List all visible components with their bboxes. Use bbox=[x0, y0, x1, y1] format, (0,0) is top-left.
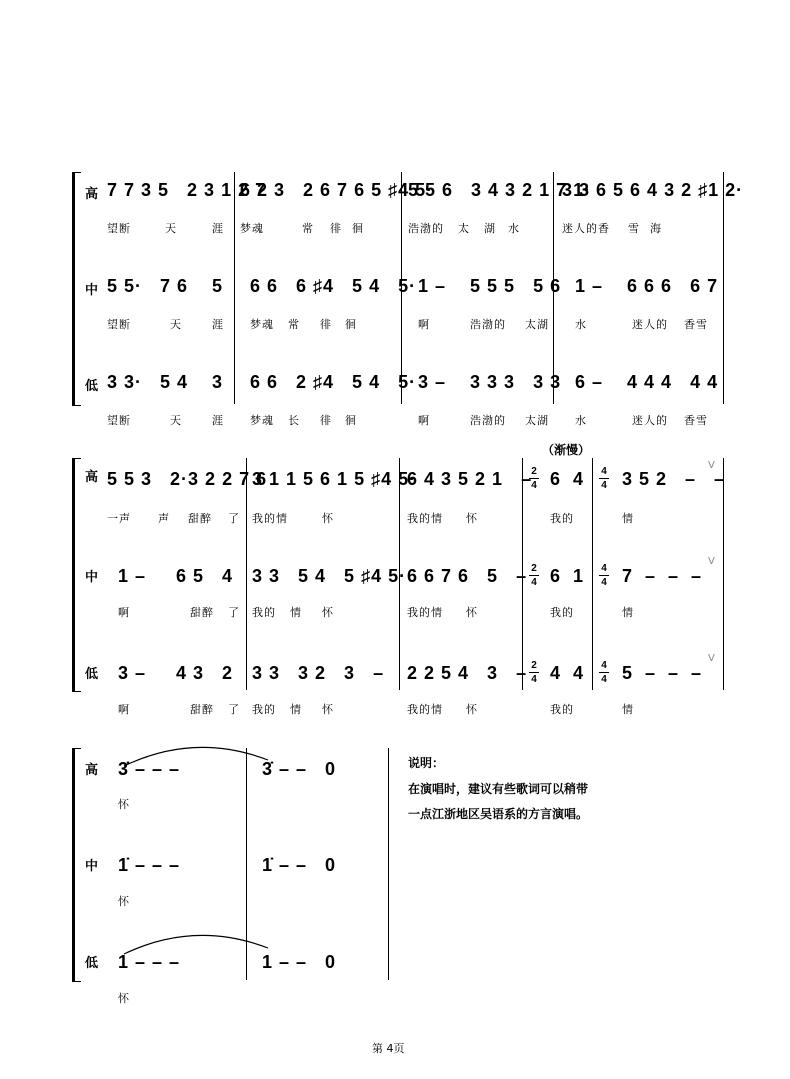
system-bracket bbox=[72, 748, 81, 982]
tempo-marking: （渐慢） bbox=[542, 443, 591, 457]
lyric: 海 bbox=[650, 222, 662, 235]
lyric: 浩渤的 bbox=[470, 318, 506, 331]
lyric: 徊 bbox=[345, 318, 357, 331]
lyric: 情 bbox=[622, 703, 634, 716]
notes-middle: 1 – 6 6 6 6 7 bbox=[575, 276, 719, 296]
lyric: 怀 bbox=[322, 606, 334, 619]
notes-middle: 6 1 bbox=[550, 566, 585, 586]
lyric: 怀 bbox=[118, 895, 130, 908]
voice-label-high: 高 bbox=[85, 763, 99, 778]
notes-middle: 3 3 5 4 5 ♯4 5· bbox=[252, 566, 407, 586]
lyric: 梦魂 bbox=[240, 222, 264, 235]
explanation-line-1: 在演唱时，建议有些歌词可以稍带 bbox=[408, 782, 589, 796]
lyric: 我的 bbox=[550, 512, 574, 525]
lyric: 我的 bbox=[252, 606, 276, 619]
notes-middle: 5 5· 7 6 5 bbox=[107, 276, 224, 296]
notes-high: 7 7 3 5 2 3 1 2 7 bbox=[107, 180, 267, 200]
lyric: 天 bbox=[170, 318, 182, 331]
lyric: 啊 bbox=[418, 318, 430, 331]
lyric: 情 bbox=[622, 606, 634, 619]
voice-label-high: 高 bbox=[85, 470, 99, 485]
barline bbox=[246, 458, 247, 690]
lyric: 望断 bbox=[107, 414, 131, 427]
lyric: 我的 bbox=[252, 703, 276, 716]
lyric: 香雪 bbox=[684, 414, 708, 427]
notes-middle: 1̇ – – – bbox=[118, 855, 181, 875]
lyric: 了 bbox=[228, 703, 240, 716]
notes-low: 6 6 2 ♯4 5 4 5· bbox=[250, 372, 417, 392]
time-signature: 2 4 bbox=[529, 660, 539, 685]
lyric: 迷人的 bbox=[632, 414, 668, 427]
notes-high: 6 4 3 5 2 1 – bbox=[407, 469, 533, 489]
lyric: 徊 bbox=[352, 222, 364, 235]
lyric: 我的情 bbox=[407, 703, 443, 716]
lyric: 了 bbox=[228, 606, 240, 619]
notes-high: 3̇ – – 0 bbox=[262, 759, 337, 779]
lyric: 我的情 bbox=[407, 512, 443, 525]
breath-mark: V bbox=[708, 556, 715, 567]
lyric: 湖 bbox=[484, 222, 496, 235]
lyric: 水 bbox=[575, 318, 587, 331]
voice-label-middle: 中 bbox=[85, 859, 99, 874]
breath-mark: V bbox=[708, 460, 715, 471]
notes-high: 6 2 3 2 6 7 6 5 ♯4 5· bbox=[240, 180, 434, 200]
barline bbox=[723, 172, 724, 404]
voice-label-low: 低 bbox=[85, 956, 99, 971]
system-bracket bbox=[72, 172, 81, 406]
page-number: 第 4页 bbox=[372, 1042, 405, 1055]
lyric: 涯 bbox=[212, 222, 224, 235]
notes-high: 3 1 1 5 6 1 5 ♯4 5· bbox=[252, 469, 417, 489]
barline bbox=[388, 748, 389, 980]
lyric: 一声 bbox=[107, 512, 131, 525]
lyric: 怀 bbox=[466, 512, 478, 525]
lyric: 怀 bbox=[322, 512, 334, 525]
notes-low: 1 – – 0 bbox=[262, 952, 337, 972]
lyric: 徘 bbox=[320, 318, 332, 331]
voice-label-high: 高 bbox=[85, 187, 99, 202]
lyric: 天 bbox=[165, 222, 177, 235]
notes-low: 3 – 3 3 3 3 3 bbox=[418, 372, 562, 392]
notes-middle: 1 – 5 5 5 5 6 bbox=[418, 276, 562, 296]
notes-high: 5 5 6 3 4 3 2 1 7 1· bbox=[408, 180, 592, 200]
lyric: 香雪 bbox=[684, 318, 708, 331]
lyric: 梦魂 bbox=[250, 318, 274, 331]
notes-low: 3 3 3 2 3 – bbox=[252, 663, 385, 683]
lyric: 常 bbox=[302, 222, 314, 235]
lyric: 迷人的香 bbox=[562, 222, 610, 235]
time-signature: 4 4 bbox=[599, 563, 609, 588]
notes-high: 6 4 bbox=[550, 469, 585, 489]
lyric: 浩渤的 bbox=[408, 222, 444, 235]
time-signature: 4 4 bbox=[599, 660, 609, 685]
system-bracket bbox=[72, 458, 81, 692]
notes-middle: 7 – – – bbox=[622, 566, 703, 586]
lyric: 怀 bbox=[322, 703, 334, 716]
lyric: 怀 bbox=[466, 703, 478, 716]
breath-mark: V bbox=[708, 653, 715, 664]
notes-middle: 6 6 7 6 5 – bbox=[407, 566, 528, 586]
lyric: 情 bbox=[290, 703, 302, 716]
lyric: 情 bbox=[290, 606, 302, 619]
explanation-line-2: 一点江浙地区吴语系的方言演唱。 bbox=[408, 807, 589, 821]
lyric: 徘 bbox=[330, 222, 342, 235]
voice-label-low: 低 bbox=[85, 667, 99, 682]
lyric: 我的情 bbox=[252, 512, 288, 525]
voice-label-middle: 中 bbox=[85, 283, 99, 298]
barline bbox=[723, 458, 724, 690]
lyric: 涯 bbox=[212, 414, 224, 427]
lyric: 啊 bbox=[418, 414, 430, 427]
lyric: 啊 bbox=[118, 606, 130, 619]
lyric: 了 bbox=[228, 512, 240, 525]
lyric: 声 bbox=[158, 512, 170, 525]
notes-low: 4 4 bbox=[550, 663, 585, 683]
time-signature: 2 4 bbox=[529, 466, 539, 491]
lyric: 水 bbox=[508, 222, 520, 235]
lyric: 天 bbox=[170, 414, 182, 427]
lyric: 望断 bbox=[107, 318, 131, 331]
lyric: 怀 bbox=[466, 606, 478, 619]
lyric: 迷人的 bbox=[632, 318, 668, 331]
lyric: 徘 bbox=[320, 414, 332, 427]
notes-low: 5 – – – bbox=[622, 663, 703, 683]
time-signature: 2 4 bbox=[529, 563, 539, 588]
lyric: 长 bbox=[288, 414, 300, 427]
lyric: 涯 bbox=[212, 318, 224, 331]
notes-low: 1 – – – bbox=[118, 952, 181, 972]
notes-low: 6 – 4 4 4 4 4 bbox=[575, 372, 719, 392]
lyric: 常 bbox=[288, 318, 300, 331]
lyric: 太湖 bbox=[525, 318, 549, 331]
notes-low: 3 3· 5 4 3 bbox=[107, 372, 224, 392]
lyric: 我的 bbox=[550, 606, 574, 619]
lyric: 怀 bbox=[118, 992, 130, 1005]
notes-high: 3 5 2 – – bbox=[622, 469, 726, 489]
notes-middle: 1̇ – – 0 bbox=[262, 855, 337, 875]
lyric: 甜醉 bbox=[188, 512, 212, 525]
lyric: 我的情 bbox=[407, 606, 443, 619]
lyric: 太湖 bbox=[525, 414, 549, 427]
notes-high: 3 3 6 5 6 4 3 2 ♯1 2· bbox=[562, 180, 744, 200]
notes-low: 3 – 4 3 2 bbox=[118, 663, 234, 683]
voice-label-middle: 中 bbox=[85, 570, 99, 585]
lyric: 徊 bbox=[345, 414, 357, 427]
explanation-title: 说明： bbox=[408, 756, 445, 770]
lyric: 望断 bbox=[107, 222, 131, 235]
barline bbox=[234, 172, 235, 404]
lyric: 啊 bbox=[118, 703, 130, 716]
notes-low: 2 2 5 4 3 – bbox=[407, 663, 528, 683]
barline bbox=[592, 458, 593, 690]
notes-middle: 1 – 6 5 4 bbox=[118, 566, 234, 586]
lyric: 梦魂 bbox=[250, 414, 274, 427]
lyric: 甜醉 bbox=[190, 703, 214, 716]
time-signature: 4 4 bbox=[599, 466, 609, 491]
lyric: 情 bbox=[622, 512, 634, 525]
lyric: 水 bbox=[575, 414, 587, 427]
lyric: 我的 bbox=[550, 703, 574, 716]
lyric: 雪 bbox=[628, 222, 640, 235]
voice-label-low: 低 bbox=[85, 379, 99, 394]
lyric: 浩渤的 bbox=[470, 414, 506, 427]
lyric: 怀 bbox=[118, 798, 130, 811]
lyric: 甜醉 bbox=[190, 606, 214, 619]
lyric: 太 bbox=[458, 222, 470, 235]
notes-high: 3̇ – – – bbox=[118, 759, 181, 779]
notes-middle: 6 6 6 ♯4 5 4 5· bbox=[250, 276, 417, 296]
notes-high: 5 5 3 2·3 2 2 7 6 bbox=[107, 469, 268, 489]
